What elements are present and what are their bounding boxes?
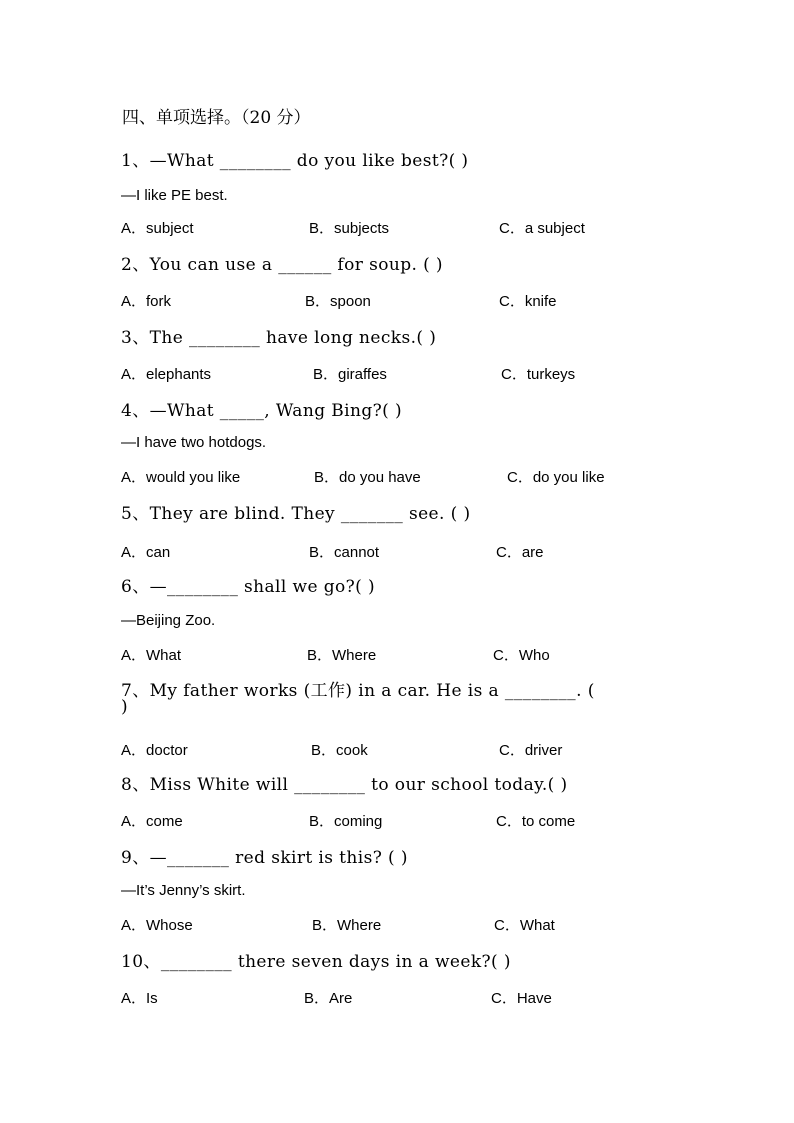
question-4: 4、—What _____, Wang Bing?( )	[121, 401, 403, 421]
question-3-option-c: C．turkeys	[501, 366, 576, 383]
question-9-option-c: C．What	[494, 917, 555, 934]
question-10-option-b: B．Are	[304, 990, 353, 1007]
question-7-continuation: )	[121, 697, 129, 717]
question-7-option-a: A．doctor	[121, 742, 188, 759]
question-4-option-a: A．would you like	[121, 469, 241, 486]
question-1-option-b: B．subjects	[309, 220, 390, 237]
question-7: 7、My father works (工作) in a car. He is a ________. (	[121, 681, 595, 701]
question-3-option-b: B．giraffes	[313, 366, 387, 383]
question-5: 5、They are blind. They _______ see. ( )	[121, 504, 471, 524]
question-6-reply: —Beijing Zoo.	[121, 612, 216, 629]
question-3-option-a: A．elephants	[121, 366, 212, 383]
question-4-reply: —I have two hotdogs.	[121, 434, 267, 451]
question-7-option-c: C．driver	[499, 742, 563, 759]
question-2-option-a: A．fork	[121, 293, 172, 310]
question-2-option-c: C．knife	[499, 293, 557, 310]
question-10-option-a: A．Is	[121, 990, 158, 1007]
question-6-option-b: B．Where	[307, 647, 377, 664]
question-1-option-a: A．subject	[121, 220, 194, 237]
section-title: 四、单项选择。（20 分）	[122, 108, 311, 128]
question-9-option-a: A．Whose	[121, 917, 193, 934]
question-1-option-c: C．a subject	[499, 220, 585, 237]
question-5-option-a: A．can	[121, 544, 171, 561]
question-8-option-a: A．come	[121, 813, 183, 830]
question-9-option-b: B．Where	[312, 917, 382, 934]
question-4-option-c: C．do you like	[507, 469, 605, 486]
question-6: 6、—________ shall we go?( )	[121, 577, 376, 597]
question-1: 1、—What ________ do you like best?( )	[121, 151, 469, 171]
question-8-option-c: C．to come	[496, 813, 576, 830]
question-10-option-c: C．Have	[491, 990, 552, 1007]
question-8-option-b: B．coming	[309, 813, 383, 830]
question-3: 3、The ________ have long necks.( )	[121, 328, 437, 348]
question-2-option-b: B．spoon	[305, 293, 371, 310]
question-10: 10、________ there seven days in a week?( )	[121, 952, 511, 972]
question-6-option-a: A．What	[121, 647, 182, 664]
question-2: 2、You can use a ______ for soup. ( )	[121, 255, 443, 275]
question-5-option-c: C．are	[496, 544, 544, 561]
question-1-reply: —I like PE best.	[121, 187, 228, 204]
question-9: 9、—_______ red skirt is this? ( )	[121, 848, 408, 868]
question-7-option-b: B．cook	[311, 742, 368, 759]
question-5-option-b: B．cannot	[309, 544, 380, 561]
question-4-option-b: B．do you have	[314, 469, 421, 486]
question-9-reply: —It’s Jenny’s skirt.	[121, 882, 246, 899]
question-8: 8、Miss White will ________ to our school today.( )	[121, 775, 568, 795]
question-6-option-c: C．Who	[493, 647, 550, 664]
